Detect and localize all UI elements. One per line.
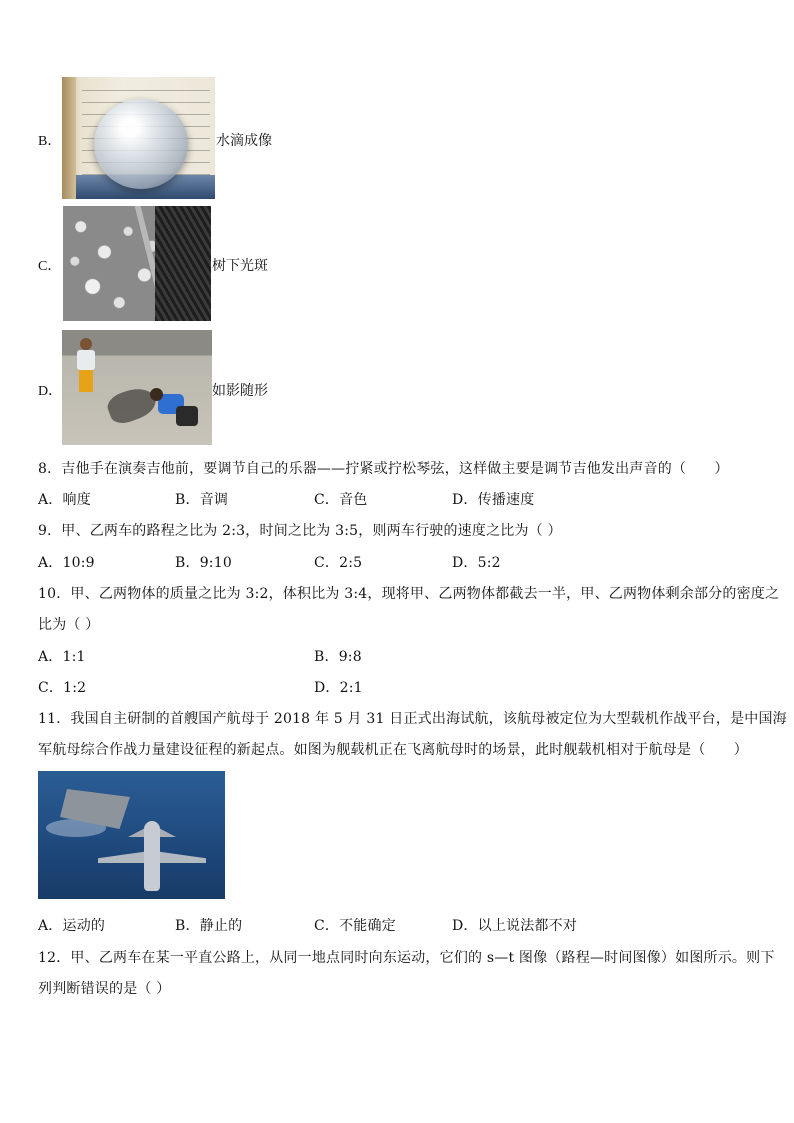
carrier-jet-image [38,771,225,899]
question-8-option-a: A．响度 [38,492,91,508]
question-8-stem: 8．吉他手在演奏吉他前，要调节自己的乐器——拧紧或拧松琴弦，这样做主要是调节吉他发出声音的（ ） [38,461,729,477]
question-12-stem-line-2: 列判断错误的是（ ） [38,981,171,997]
shadow-play-image [62,330,212,445]
question-11-stem-line-2: 军航母综合作战力量建设征程的新起点。如图为舰载机正在飞离航母时的场景，此时舰载机相对于航母是（ ） [38,742,748,758]
question-9-option-d: D．5:2 [452,555,501,571]
question-11-option-a: A．运动的 [38,918,106,934]
option-d-letter: D． [38,384,63,399]
question-11-option-b: B．静止的 [175,918,243,934]
option-c-letter: C． [38,259,62,274]
question-9-option-b: B．9:10 [175,555,232,571]
question-12-stem-line-1: 12．甲、乙两车在某一平直公路上，从同一地点同时向东运动，它们的 s—t 图像（路程—时间图像）如图所示。则下 [38,950,775,966]
option-c-caption: 树下光斑 [212,258,268,274]
question-10-stem-line-2: 比为（ ） [38,617,100,633]
question-8-option-b: B．音调 [175,492,229,508]
tree-light-spots-image [63,206,211,321]
question-11-option-d: D．以上说法都不对 [452,918,578,934]
question-10-stem-line-1: 10．甲、乙两物体的质量之比为 3:2，体积比为 3:4，现将甲、乙两物体都截去一半，甲、乙两物体剩余部分的密度之 [38,586,780,602]
question-8-option-c: C．音色 [314,492,368,508]
question-9-option-c: C．2:5 [314,555,363,571]
option-d-caption: 如影随形 [212,383,268,399]
question-10-option-b: B．9:8 [314,649,362,665]
question-10-option-a: A．1:1 [38,649,86,665]
question-9-stem: 9．甲、乙两车的路程之比为 2:3，时间之比为 3:5，则两车行驶的速度之比为（ ） [38,523,562,539]
question-10-option-d: D．2:1 [314,680,363,696]
question-11-option-c: C．不能确定 [314,918,396,934]
water-drop-image [62,77,215,199]
option-b-caption: 水滴成像 [216,133,272,149]
option-b-letter: B． [38,134,62,149]
question-10-option-c: C．1:2 [38,680,87,696]
question-8-option-d: D．传播速度 [452,492,535,508]
question-9-option-a: A．10:9 [38,555,95,571]
question-11-stem-line-1: 11．我国自主研制的首艘国产航母于 2018 年 5 月 31 日正式出海试航，该航母被定位为大型载机作战平台，是中国海 [38,711,787,727]
